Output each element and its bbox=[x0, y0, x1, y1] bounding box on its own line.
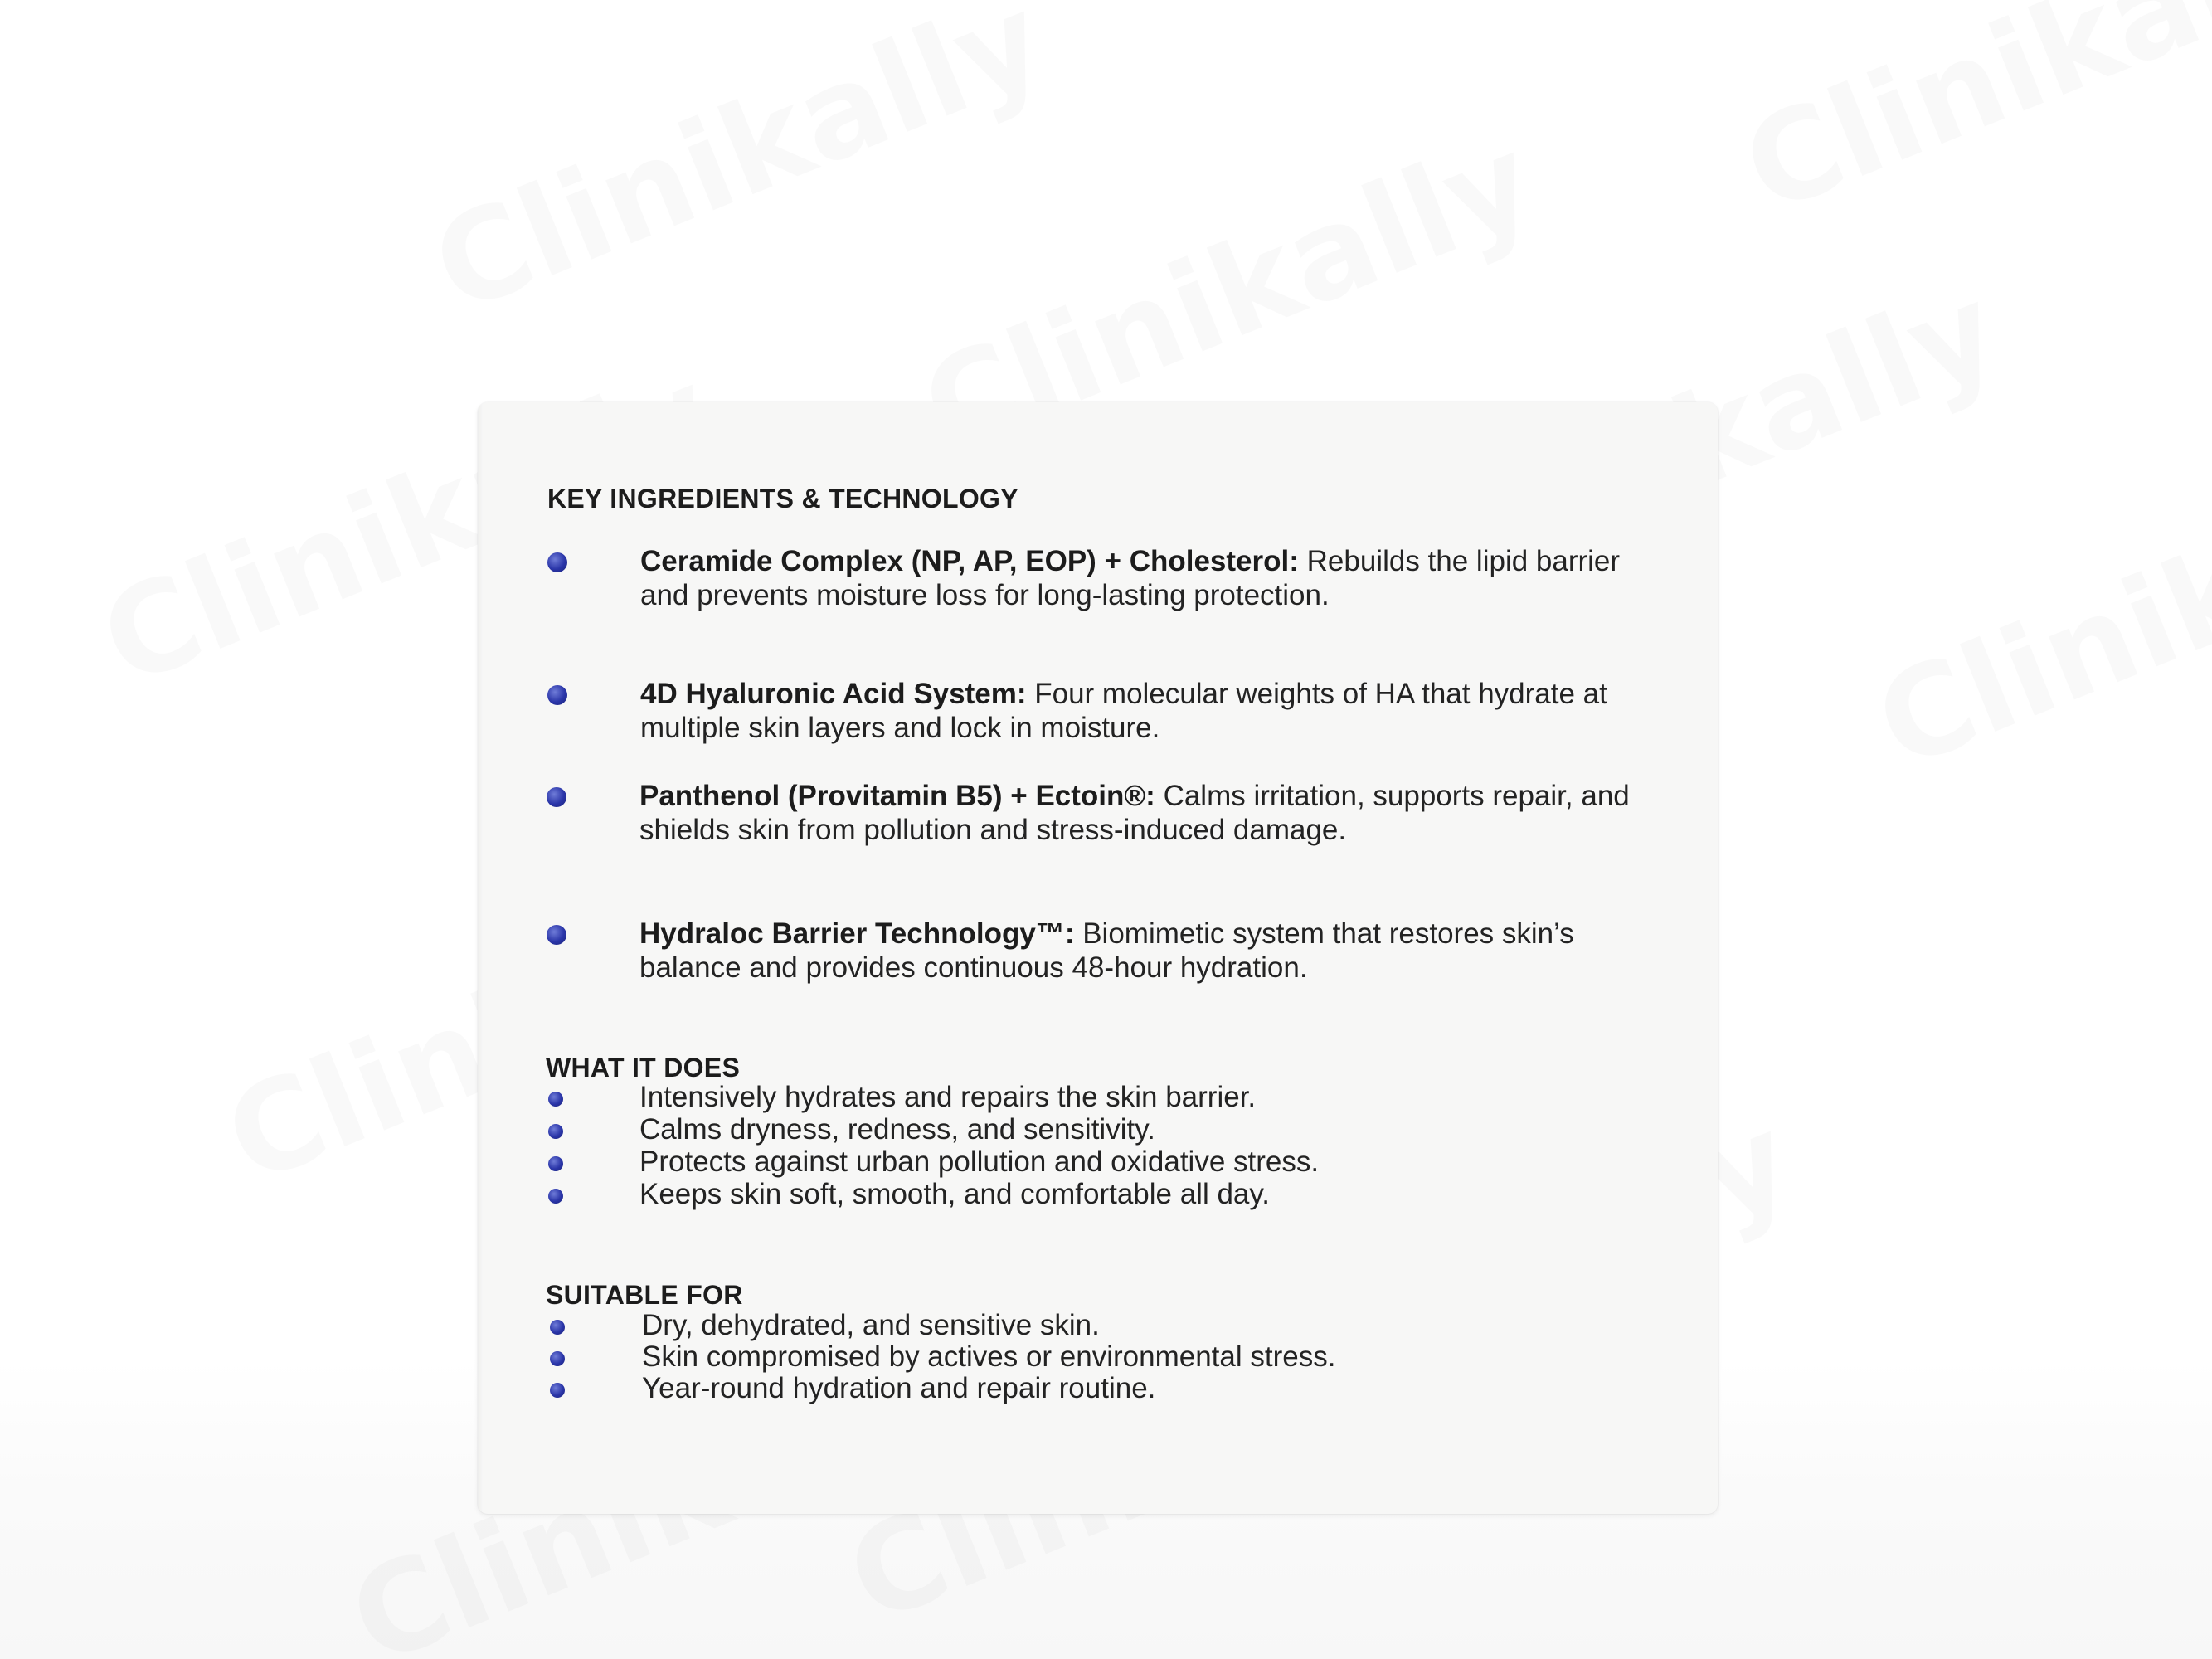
bullet-icon bbox=[550, 1383, 565, 1398]
product-info-card bbox=[478, 402, 1718, 1514]
bullet-icon bbox=[548, 1124, 563, 1139]
ingredient-term: Hydraloc Barrier Technology™: bbox=[639, 917, 1075, 950]
ingredient-term: 4D Hyaluronic Acid System: bbox=[640, 678, 1027, 710]
list-item-text: Intensively hydrates and repairs the skin barrier. bbox=[639, 1081, 1257, 1113]
list-item-text: Keeps skin soft, smooth, and comfortable all day. bbox=[639, 1178, 1271, 1210]
ingredient-text bbox=[639, 917, 1660, 985]
ingredient-text bbox=[639, 779, 1660, 847]
ingredient-text bbox=[640, 544, 1660, 612]
bullet-icon bbox=[550, 1351, 565, 1366]
bullet-icon bbox=[547, 925, 566, 945]
what-it-does-heading: WHAT IT DOES bbox=[546, 1053, 741, 1082]
bullet-icon bbox=[547, 552, 567, 572]
ingredient-description: Four molecular weights of HA that hydrate at multiple skin layers and lock in moisture. bbox=[640, 678, 1607, 744]
bullet-icon bbox=[548, 1189, 563, 1204]
watermark bbox=[1858, 424, 2212, 798]
bullet-icon bbox=[547, 685, 567, 705]
list-item-text: Dry, dehydrated, and sensitive skin. bbox=[642, 1309, 1100, 1341]
watermark bbox=[1725, 0, 2212, 241]
watermark bbox=[415, 0, 1063, 341]
key-ingredients-heading: KEY INGREDIENTS & TECHNOLOGY bbox=[547, 484, 1018, 513]
ingredient-text bbox=[640, 677, 1660, 745]
bullet-icon bbox=[548, 1092, 563, 1107]
list-item-text: Skin compromised by actives or environmental stress. bbox=[642, 1340, 1336, 1373]
bullet-icon bbox=[550, 1320, 565, 1335]
list-item-text: Calms dryness, redness, and sensitivity. bbox=[639, 1113, 1155, 1146]
bullet-icon bbox=[548, 1156, 563, 1171]
ingredient-term: Panthenol (Provitamin B5) + Ectoin®: bbox=[639, 780, 1155, 812]
list-item-text: Protects against urban pollution and oxidative stress. bbox=[639, 1146, 1320, 1178]
suitable-for-heading: SUITABLE FOR bbox=[546, 1280, 743, 1310]
bullet-icon bbox=[547, 787, 566, 807]
ingredient-term: Ceramide Complex (NP, AP, EOP) + Cholesterol: bbox=[640, 545, 1299, 577]
list-item-text: Year-round hydration and repair routine. bbox=[642, 1372, 1156, 1404]
ingredient-description: Calms irritation, supports repair, and shields skin from pollution and stress-induced damage. bbox=[639, 780, 1630, 846]
ingredient-description: Rebuilds the lipid barrier and prevents moisture loss for long-lasting protection. bbox=[640, 545, 1621, 611]
ingredient-description: Biomimetic system that restores skin’s balance and provides continuous 48-hour hydration. bbox=[639, 917, 1574, 984]
